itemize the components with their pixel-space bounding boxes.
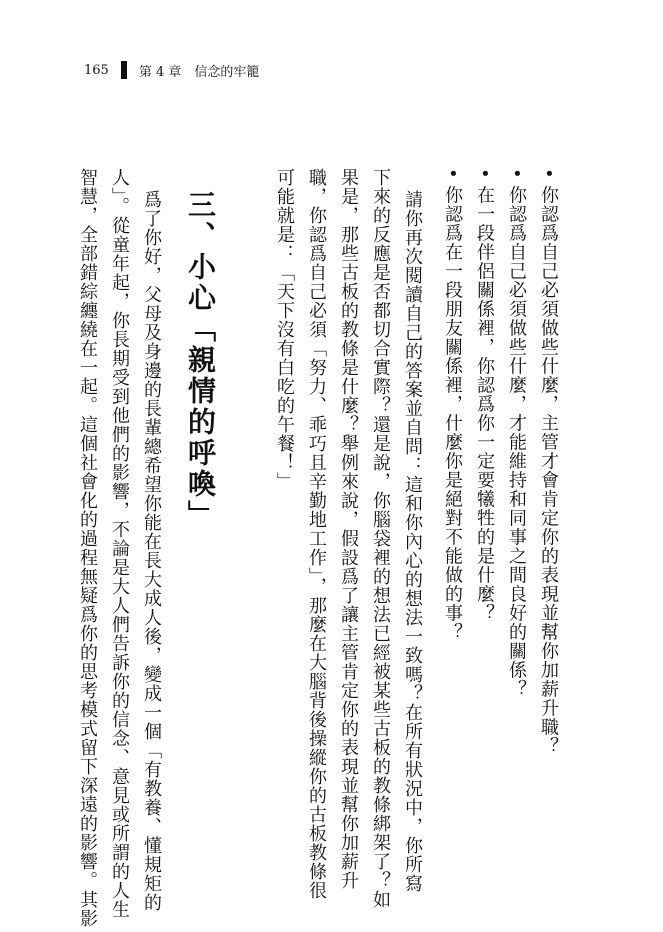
bullet-item: • 你認爲在一段朋友關係裡，什麼你是絕對不能做的事？ bbox=[439, 168, 465, 642]
bullet-item: • 在一段伴侶關係裡，你認爲你一定要犧牲的是什麼？ bbox=[471, 168, 497, 623]
chapter-title: 第 4 章 信念的牢籠 bbox=[138, 64, 260, 80]
header-divider bbox=[121, 61, 127, 79]
paragraph-line: 請你再次閱讀自己的答案並自問：這和你內心的想法一致嗎？在所有狀況中，你所寫 bbox=[402, 190, 423, 893]
paragraph-line: 果是，那些古板的教條是什麼？舉例來說，假設爲了讓主管肯定你的表現並幫你加薪升 bbox=[338, 168, 359, 890]
paragraph-line: 職，你認爲自己必須「努力、乖巧且辛勤地工作」，那麼在大腦背後操縱你的古板教條很 bbox=[306, 168, 327, 900]
bullet-item: • 你認爲自己必須做些什麼，才能維持和同事之間良好的關係？ bbox=[503, 168, 529, 699]
page-number: 165 bbox=[84, 62, 109, 78]
running-header bbox=[84, 60, 259, 80]
paragraph-line: 可能就是：「天下沒有白吃的午餐！」 bbox=[274, 168, 295, 491]
paragraph-line: 下來的反應是否都切合實際？還是說，你腦袋裡的想法已經被某些古板的教條綁架了？如 bbox=[370, 168, 391, 909]
paragraph-line: 智慧，全部錯綜纏繞在一起。這個社會化的過程無疑爲你的思考模式留下深遠的影響。其影 bbox=[77, 168, 98, 928]
paragraph-line: 人」。從童年起，你長期受到他們的影響，不論是大人們告訴你的信念、意見或所謂的人生 bbox=[109, 168, 130, 919]
bullet-item: • 你認爲自己必須做些什麼，主管才會肯定你的表現並幫你加薪升職？ bbox=[535, 168, 561, 756]
section-heading: 三、小心「親情的呼喚」 bbox=[184, 190, 217, 531]
paragraph-line: 爲了你好，父母及身邊的長輩總希望你能在長大成人後，變成一個「有教養、懂規矩的 bbox=[141, 190, 162, 912]
